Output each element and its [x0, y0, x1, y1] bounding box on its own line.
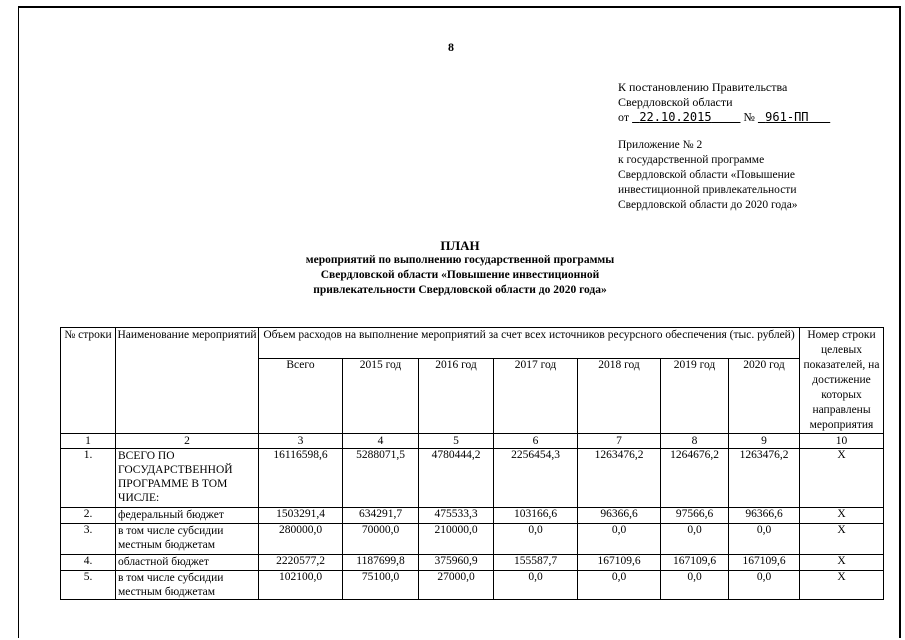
- table-row: [61, 508, 884, 524]
- page-number: 8: [448, 40, 454, 54]
- title-line4: привлекательности Свердловской области до 2020 года»: [313, 284, 607, 296]
- cell-2019: 0,0: [661, 571, 729, 600]
- cell-2015: 1187699,8: [343, 555, 419, 571]
- header-target: Номер строки целевых показателей, на достижение которых направлены мероприятия: [800, 328, 884, 434]
- column-index-row: [61, 434, 884, 449]
- cell-2015: 5288071,5: [343, 449, 419, 508]
- cell-total: 1503291,4: [259, 508, 343, 524]
- row-name: ВСЕГО ПО ГОСУДАРСТВЕННОЙ ПРОГРАММЕ В ТОМ ЧИСЛЕ:: [116, 449, 259, 508]
- plan-table: [60, 327, 884, 600]
- cell-2020: 1263476,2: [729, 449, 800, 508]
- index-cell: 3: [259, 434, 343, 449]
- row-name: в том числе субсидии местным бюджетам: [116, 571, 259, 600]
- cell-2016: 375960,9: [419, 555, 494, 571]
- cell-2015: 634291,7: [343, 508, 419, 524]
- index-cell: 2: [116, 434, 259, 449]
- decree-number: 961-ПП: [765, 110, 809, 124]
- decree-date: 22.10.2015: [639, 110, 712, 124]
- row-name: в том числе субсидии местным бюджетам: [116, 524, 259, 555]
- appendix-block: [618, 138, 798, 213]
- index-cell: 10: [800, 434, 884, 449]
- cell-2015: 75100,0: [343, 571, 419, 600]
- header-volume: Объем расходов на выполнение мероприятий за счет всех источников ресурсного обеспечения (тыс. рублей): [259, 328, 800, 359]
- index-cell: 8: [661, 434, 729, 449]
- cell-2018: 96366,6: [578, 508, 661, 524]
- row-name: областной бюджет: [116, 555, 259, 571]
- cell-total: 16116598,6: [259, 449, 343, 508]
- cell-target: Х: [800, 524, 884, 555]
- index-cell: 9: [729, 434, 800, 449]
- cell-2020: 96366,6: [729, 508, 800, 524]
- table-row: [61, 449, 884, 508]
- cell-total: 2220577,2: [259, 555, 343, 571]
- cell-total: 280000,0: [259, 524, 343, 555]
- title-line1: ПЛАН: [440, 238, 480, 253]
- row-number: 3.: [61, 524, 116, 555]
- cell-2017: 2256454,3: [494, 449, 578, 508]
- approval-block: [618, 80, 830, 125]
- cell-target: Х: [800, 555, 884, 571]
- cell-2016: 210000,0: [419, 524, 494, 555]
- header-2020: 2020 год: [729, 359, 800, 434]
- cell-2018: 1263476,2: [578, 449, 661, 508]
- cell-2019: 167109,6: [661, 555, 729, 571]
- cell-target: Х: [800, 571, 884, 600]
- index-cell: 5: [419, 434, 494, 449]
- cell-2020: 0,0: [729, 524, 800, 555]
- row-name: федеральный бюджет: [116, 508, 259, 524]
- cell-2020: 167109,6: [729, 555, 800, 571]
- title-line3: Свердловской области «Повышение инвестиционной: [320, 269, 600, 281]
- cell-2020: 0,0: [729, 571, 800, 600]
- row-number: 4.: [61, 555, 116, 571]
- cell-2016: 4780444,2: [419, 449, 494, 508]
- row-number: 5.: [61, 571, 116, 600]
- header-row-number: № строки: [61, 328, 116, 434]
- cell-2016: 475533,3: [419, 508, 494, 524]
- header-2018: 2018 год: [578, 359, 661, 434]
- table-row: [61, 524, 884, 555]
- header-name: Наименование мероприятий: [116, 328, 259, 434]
- row-number: 2.: [61, 508, 116, 524]
- table-row: [61, 571, 884, 600]
- index-cell: 1: [61, 434, 116, 449]
- index-cell: 7: [578, 434, 661, 449]
- header-2016: 2016 год: [419, 359, 494, 434]
- cell-2017: 155587,7: [494, 555, 578, 571]
- cell-2015: 70000,0: [343, 524, 419, 555]
- cell-2019: 1264676,2: [661, 449, 729, 508]
- index-cell: 6: [494, 434, 578, 449]
- cell-target: Х: [800, 508, 884, 524]
- appendix-line4: инвестиционной привлекательности: [618, 184, 797, 196]
- appendix-line5: Свердловской области до 2020 года»: [618, 199, 798, 211]
- cell-2018: 0,0: [578, 524, 661, 555]
- appendix-line3: Свердловской области «Повышение: [618, 169, 795, 181]
- cell-2019: 0,0: [661, 524, 729, 555]
- from-label: от: [618, 110, 630, 124]
- cell-target: Х: [800, 449, 884, 508]
- header-2015: 2015 год: [343, 359, 419, 434]
- appendix-line1: Приложение № 2: [618, 139, 703, 151]
- cell-2017: 0,0: [494, 571, 578, 600]
- title-line2: мероприятий по выполнению государственной программы: [305, 254, 615, 266]
- approval-line1: К постановлению Правительства: [618, 80, 788, 94]
- cell-2019: 97566,6: [661, 508, 729, 524]
- document-title: [250, 238, 670, 298]
- number-label: №: [743, 110, 755, 124]
- cell-2018: 167109,6: [578, 555, 661, 571]
- appendix-line2: к государственной программе: [618, 154, 765, 166]
- approval-date-line: [618, 110, 830, 125]
- row-number: 1.: [61, 449, 116, 508]
- index-cell: 4: [343, 434, 419, 449]
- cell-total: 102100,0: [259, 571, 343, 600]
- cell-2018: 0,0: [578, 571, 661, 600]
- header-total: Всего: [259, 359, 343, 434]
- cell-2017: 103166,6: [494, 508, 578, 524]
- table-row: [61, 555, 884, 571]
- cell-2016: 27000,0: [419, 571, 494, 600]
- cell-2017: 0,0: [494, 524, 578, 555]
- header-2019: 2019 год: [661, 359, 729, 434]
- approval-line2: Свердловской области: [618, 95, 733, 109]
- header-2017: 2017 год: [494, 359, 578, 434]
